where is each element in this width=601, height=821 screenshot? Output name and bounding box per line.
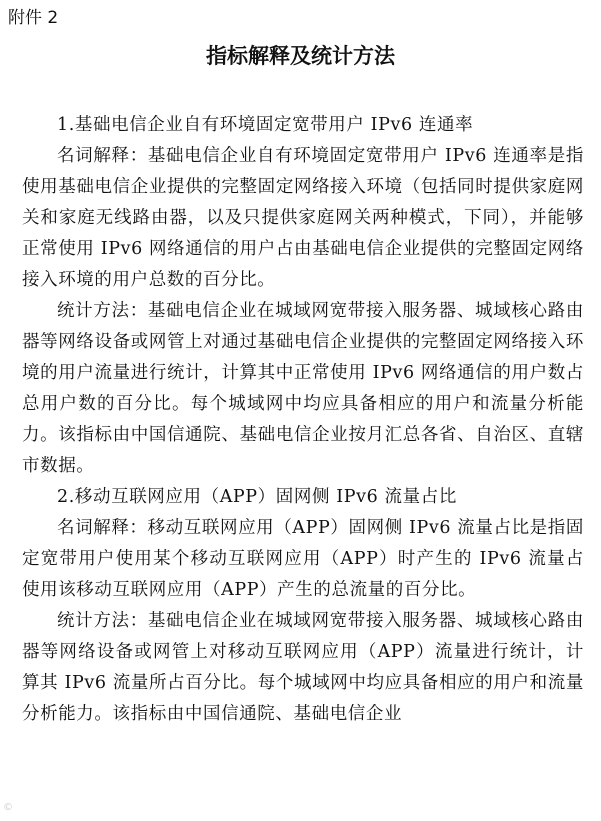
document-body [22,110,584,730]
section-2-heading: 2.移动互联网应用（APP）固网侧 IPv6 流量占比 [57,487,457,507]
section-1-heading: 1.基础电信企业自有环境固定宽带用户 IPv6 连通率 [57,115,474,135]
watermark: © [3,802,13,813]
section-1-method: 统计方法：基础电信企业在城域网宽带接入服务器、城域核心路由器等网络设备或网管上对通过基础电信企业提供的完整固定网络接入环境的用户流量进行统计，计算其中正常使用 IPv6 网络通信的用户数占总用户数的百分比。每个城域网中均应具备相应的用户和流量分析能力。该指标由中国信通院、基础电信企业按月汇总各省、自治区、直辖市数据。 [22,301,584,476]
attachment-label: 附件 2 [8,8,59,28]
section-1-definition: 名词解释：基础电信企业自有环境固定宽带用户 IPv6 连通率是指使用基础电信企业提供的完整固定网络接入环境（包括同时提供家庭网关和家庭无线路由器，以及只提供家庭网关两种模式，下同），并能够正常使用 IPv6 网络通信的用户占由基础电信企业提供的完整固定网络接入环境的用户总数的百分比。 [22,146,584,290]
document-title: 指标解释及统计方法 [206,43,395,68]
section-2-definition: 名词解释：移动互联网应用（APP）固网侧 IPv6 流量占比是指固定宽带用户使用某个移动互联网应用（APP）时产生的 IPv6 流量占使用该移动互联网应用（APP）产生的总流量的百分比。 [22,518,584,600]
section-2-method: 统计方法：基础电信企业在城域网宽带接入服务器、城域核心路由器等网络设备或网管上对移动互联网应用（APP）流量进行统计，计算其 IPv6 流量所占百分比。每个城域网中均应具备相应的用户和流量分析能力。该指标由中国信通院、基础电信企业 [22,611,584,724]
